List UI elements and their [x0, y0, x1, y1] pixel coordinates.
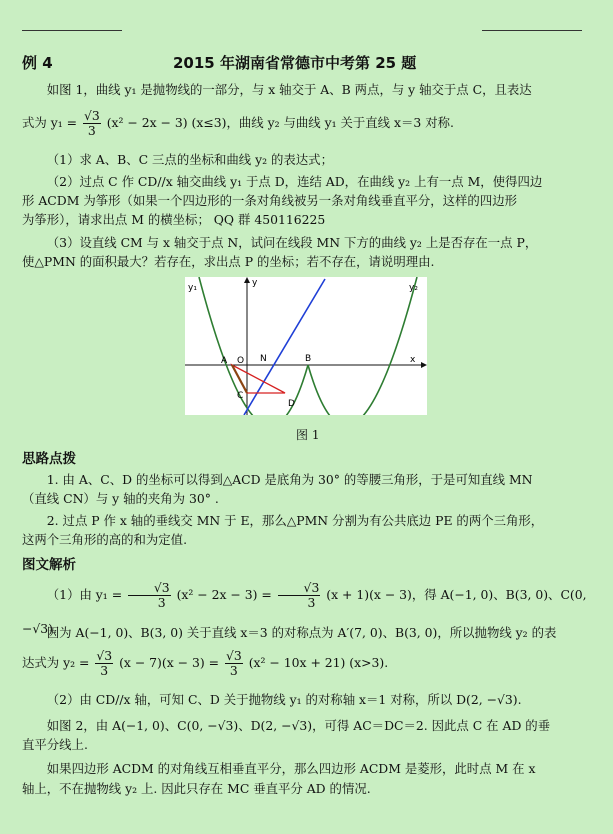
hint-1-line1: 1. 由 A、C、D 的坐标可以得到△ACD 是底角为 30° 的等腰三角形，于是可知直线 MN — [46, 472, 533, 487]
figure-caption: 图 1 — [296, 428, 320, 442]
label-d: D — [288, 399, 295, 409]
question-1: （1）求 A、B、C 三点的坐标和曲线 y₂ 的表达式； — [46, 152, 333, 167]
top-rule-left — [22, 30, 122, 31]
question-2-line1: （2）过点 C 作 CD//x 轴交曲线 y₁ 于点 D，连结 AD，在曲线 y₂ 上有一点 M，使得四边 — [46, 174, 543, 189]
problem-intro-line1: 如图 1，曲线 y₁ 是抛物线的一部分，与 x 轴交于 A、B 两点，与 y 轴交于点 C，且表达 — [46, 82, 532, 97]
solution-step-2-line2 — [22, 646, 595, 680]
s2-prefix: 达式为 y₂ = — [22, 655, 90, 670]
example-number: 例 4 — [22, 54, 53, 72]
fraction-sqrt3-over-3: $\frac{√3}{3}$ — [278, 581, 321, 610]
solution-step-5-line1: 如果四边形 ACDM 的对角线互相垂直平分，那么四边形 ACDM 是菱形，此时点 M 在 x — [46, 761, 536, 776]
question-2-line2: 形 ACDM 为筝形（如果一个四边形的一条对角线被另一条对角线垂直平分，这样的四边形 — [22, 193, 517, 208]
solution-step-4-line2: 直平分线上. — [22, 737, 88, 752]
label-o: O — [237, 356, 245, 366]
hint-2-line1: 2. 过点 P 作 x 轴的垂线交 MN 于 E，那么△PMN 分割为有公共底边 PE 的两个三角形， — [46, 513, 544, 528]
fraction-sqrt3-over-3: $\frac{√3}{3}$ — [225, 648, 242, 678]
question-3-line2: 使△PMN 的面积最大？若存在，求出点 P 的坐标；若不存在，请说明理由. — [22, 254, 435, 269]
hint-1-line2: （直线 CN）与 y 轴的夹角为 30° . — [22, 491, 219, 506]
s2-suffix: (x² − 10x + 21) (x>3). — [248, 655, 389, 670]
s2-mid: (x − 7)(x − 3) = — [119, 655, 220, 670]
fraction-sqrt3-over-3: $\frac{√3}{3}$ — [96, 648, 113, 678]
solution-step-5-line2: 轴上，不在抛物线 y₂ 上. 因此只存在 MC 垂直平分 AD 的情况. — [22, 781, 371, 796]
hints-heading: 思路点拨 — [22, 451, 76, 467]
curve-y2 — [308, 277, 417, 415]
label-y1: y₁ — [188, 283, 197, 293]
problem-source-title: 2015 年湖南省常德市中考第 25 题 — [173, 54, 417, 72]
solution-heading: 图文解析 — [22, 557, 76, 573]
hint-2-line2: 这两个三角形的高的和为定值. — [22, 532, 188, 547]
label-y: y — [252, 278, 258, 288]
label-x: x — [410, 355, 416, 365]
label-n: N — [260, 354, 267, 364]
line-cm — [244, 279, 325, 415]
y-axis-arrow — [244, 277, 250, 283]
label-y2: y₂ — [409, 283, 418, 293]
question-3-line1: （3）设直线 CM 与 x 轴交于点 N，试问在线段 MN 下方的曲线 y₂ 上是否存在一点 P， — [46, 235, 538, 250]
fraction-sqrt3-over-3: $\frac{√3}{3}$ — [128, 581, 171, 610]
x-axis-arrow — [421, 362, 427, 368]
question-2-line3: 为筝形），请求出点 M 的横坐标； QQ 群 450116225 — [22, 212, 326, 227]
problem-intro-line2 — [22, 106, 595, 140]
s1-prefix: （1）由 y₁ = — [46, 587, 123, 602]
fraction-sqrt3-over-3: $\frac{√3}{3}$ — [83, 108, 100, 138]
solution-step-3: （2）由 CD//x 轴，可知 C、D 关于抛物线 y₁ 的对称轴 x＝1 对称，所以 D(2, −√3). — [46, 692, 522, 707]
curve-y1 — [199, 277, 308, 415]
s1-mid: (x² − 2x − 3) = — [176, 587, 272, 602]
label-a: A — [221, 356, 228, 366]
label-c: C — [237, 391, 244, 401]
solution-step-2-line1: 因为 A(−1, 0)、B(3, 0) 关于直线 x＝3 的对称点为 A′(7, 0)、B(3, 0)，所以抛物线 y₂ 的表 — [46, 625, 557, 640]
solution-step-4-line1: 如图 2，由 A(−1, 0)、C(0, −√3)、D(2, −√3)，可得 AC＝DC＝2. 因此点 C 在 AD 的垂 — [46, 718, 551, 733]
top-rule-right — [482, 30, 582, 31]
label-b: B — [305, 354, 312, 364]
figure-1 — [185, 277, 427, 415]
formula-suffix: (x² − 2x − 3) (x≤3)，曲线 y₂ 与曲线 y₁ 关于直线 x＝3 对称. — [106, 115, 454, 130]
s1-suffix: (x + 1)(x − 3)，得 A(−1, 0)、B(3, 0)、C(0, −√3). — [22, 587, 587, 636]
figure-1-graph — [185, 277, 427, 415]
formula-prefix: 式为 y₁ = — [22, 115, 78, 130]
